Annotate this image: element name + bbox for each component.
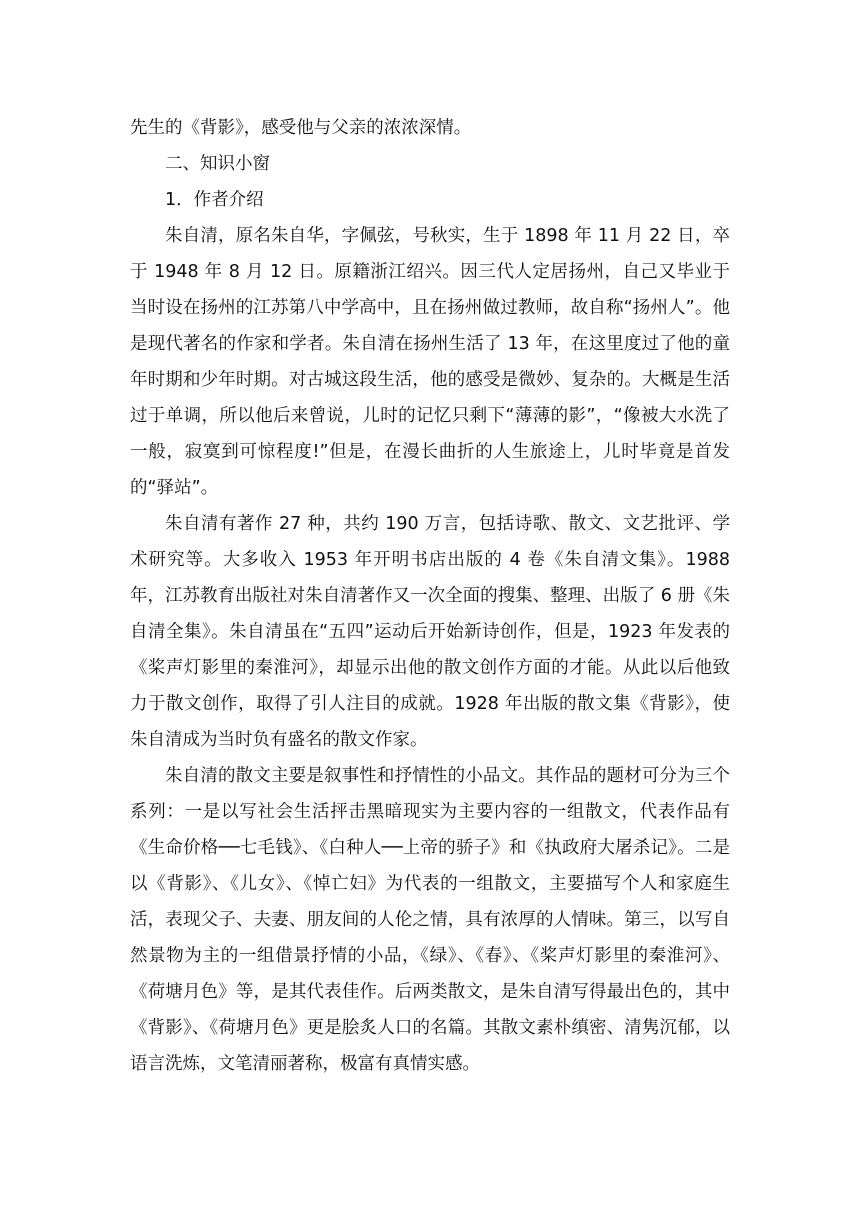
paragraph-prose-style: 朱自清的散文主要是叙事性和抒情性的小品文。其作品的题材可分为三个系列：一是以写社会生活抨击黑暗现实为主要内容的一组散文，代表作品有《生命价格──七毛钱》、《白种人──上帝的骄子》和《执政府大屠杀记》。二是以《背影》、《儿女》、《悼亡妇》为代表的一组散文，主要描写个人和家庭生活，表现父子、夫妻、朋友间的人伦之情，具有浓厚的人情味。第三，以写自然景物为主的一组借景抒情的小品，《绿》、《春》、《桨声灯影里的秦淮河》、《荷塘月色》等，是其代表佳作。后两类散文，是朱自清写得最出色的，其中《背影》、《荷塘月色》更是脍炙人口的名篇。其散文素朴缜密、清隽沉郁，以语言洗炼，文笔清丽著称，极富有真情实感。 <box>130 766 730 1074</box>
paragraph-author-bio: 朱自清，原名朱自华，字佩弦，号秋实，生于 1898 年 11 月 22 日，卒于 1948 年 8 月 12 日。原籍浙江绍兴。因三代人定居扬州，自己又毕业于当时设在扬州的江苏第八中学高中，且在扬州做过教师，故自称“扬州人”。他是现代著名的作家和学者。朱自清在扬州生活了 13 年，在这里度过了他的童年时期和少年时期。对古城这段生活，他的感受是微妙、复杂的。大概是生活过于单调，所以他后来曾说，儿时的记忆只剩下“薄薄的影”，“像被大水洗了一般，寂寞到可惊程度!”但是，在漫长曲折的人生旅途上，儿时毕竟是首发的“驿站”。 <box>130 226 730 498</box>
paragraph-continuation: 先生的《背影》，感受他与父亲的浓浓深情。 <box>130 118 472 138</box>
section-heading: 二、知识小窗 <box>165 154 270 174</box>
paragraph-works: 朱自清有著作 27 种，共约 190 万言，包括诗歌、散文、文艺批评、学术研究等。大多收入 1953 年开明书店出版的 4 卷《朱自清文集》。1988 年，江苏教育出版社对朱自清著作又一次全面的搜集、整理、出版了 6 册《朱自清全集》。朱自清虽在“五四”运动后开始新诗创作，但是，1923 年发表的《桨声灯影里的秦淮河》，却显示出他的散文创作方面的才能。从此以后他致力于散文创作，取得了引人注目的成就。1928 年出版的散文集《背影》，使朱自清成为当时负有盛名的散文作家。 <box>130 514 730 750</box>
document-body <box>130 110 730 1082</box>
subsection-heading: 1．作者介绍 <box>165 190 264 210</box>
